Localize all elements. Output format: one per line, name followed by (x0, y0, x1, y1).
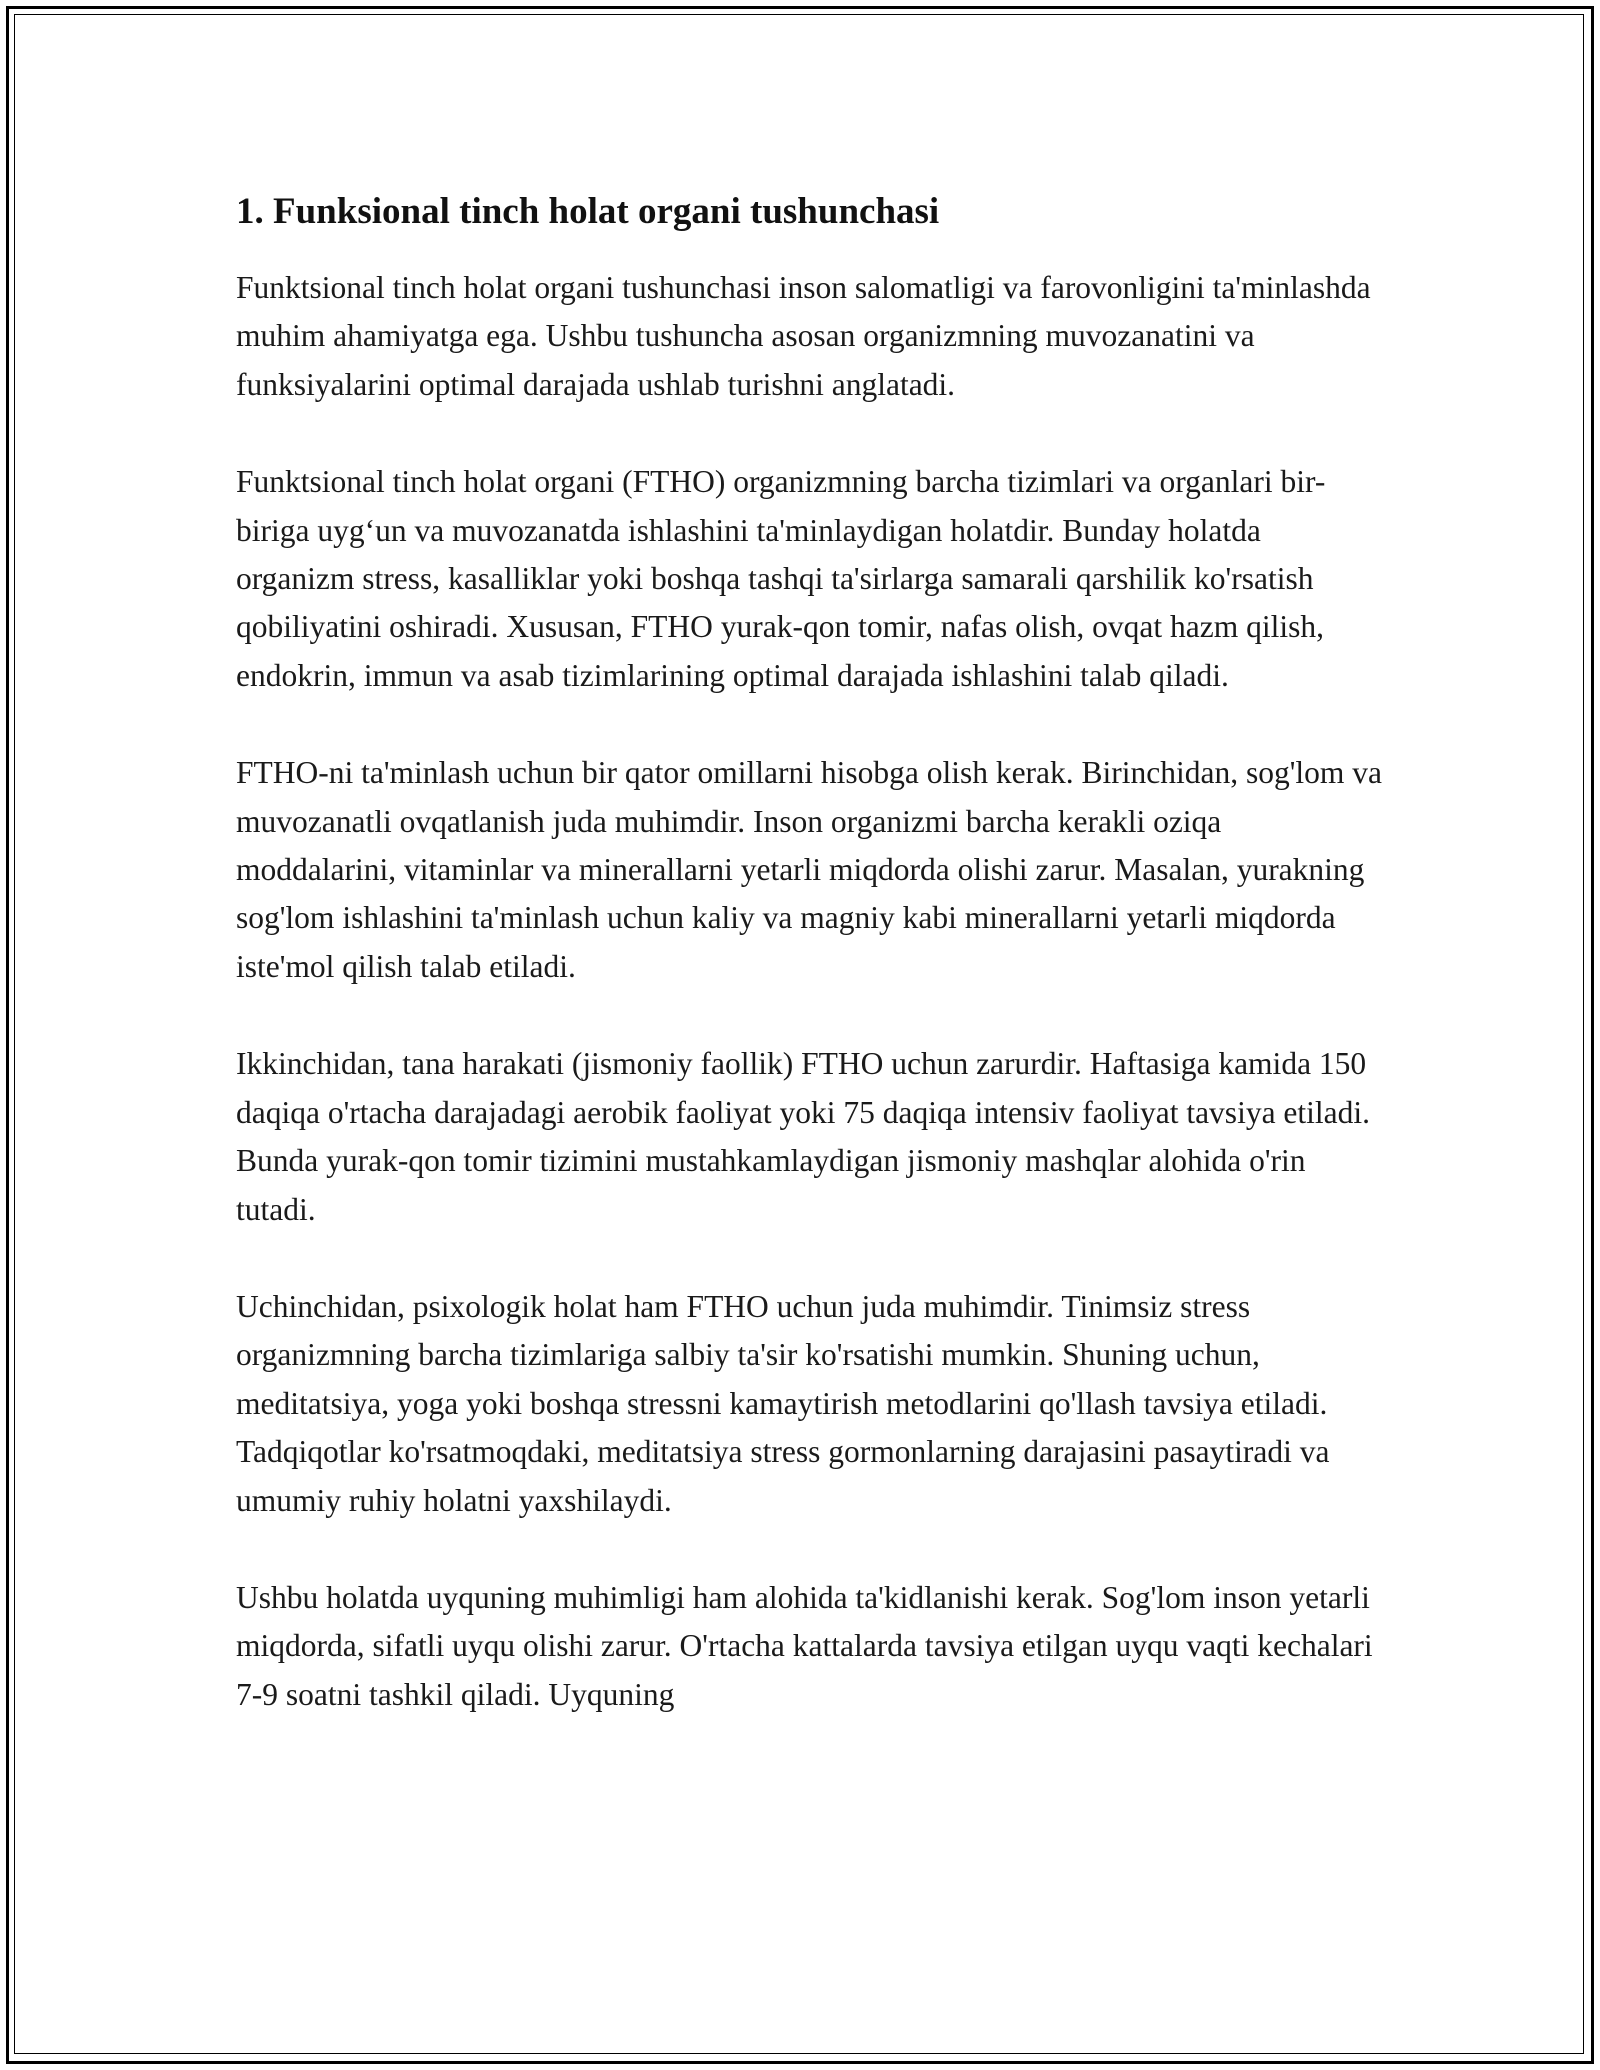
paragraph-psychological-state: Uchinchidan, psixologik holat ham FTHO uchun juda muhimdir. Tinimsiz stress organizmning barcha tizimlariga salbiy ta'sir ko'rsatishi mumkin. Shuning uchun, meditatsiya, yoga yoki boshqa stressni kamaytirish metodlarini qo'llash tavsiya etiladi. Tadqiqotlar ko'rsatmoqdaki, meditatsiya stress gormonlarning darajasini pasaytiradi va umumiy ruhiy holatni yaxshilaydi. (236, 1288, 1330, 1518)
paragraph-nutrition: FTHO-ni ta'minlash uchun bir qator omillarni hisobga olish kerak. Birinchidan, sog'lom va muvozanatli ovqatlanish juda muhimdir. Inson organizmi barcha kerakli oziqa moddalarini, vitaminlar va minerallarni yetarli miqdorda olishi zarur. Masalan, yurakning sog'lom ishlashini ta'minlash uchun kaliy va magniy kabi minerallarni yetarli miqdorda iste'mol qilish talab etiladi. (236, 755, 1383, 984)
document-title: 1. Funksional tinch holat organi tushunchasi (236, 191, 940, 232)
paragraph-intro: Funktsional tinch holat organi tushunchasi inson salomatligi va farovonligini ta'minlashda muhim ahamiyatga ega. Ushbu tushuncha asosan organizmning muvozanatini va funksiyalarini optimal darajada ushlab turishni anglatadi. (236, 270, 1371, 402)
paragraph-physical-activity: Ikkinchidan, tana harakati (jismoniy faollik) FTHO uchun zarurdir. Haftasiga kamida 150 daqiqa o'rtacha darajadagi aerobik faoliyat yoki 75 daqiqa intensiv faoliyat tavsiya etiladi. Bunda yurak-qon tomir tizimini mustahkamlaydigan jismoniy mashqlar alohida o'rin tutadi. (236, 1046, 1371, 1227)
document-body (236, 186, 1386, 1719)
paragraph-ftho-definition: Funktsional tinch holat organi (FTHO) organizmning barcha tizimlari va organlari bir-biriga uyg‘un va muvozanatda ishlashini ta'minlaydigan holatdir. Bunday holatda organizm stress, kasalliklar yoki boshqa tashqi ta'sirlarga samarali qarshilik ko'rsatish qobiliyatini oshiradi. Xususan, FTHO yurak-qon tomir, nafas olish, ovqat hazm qilish, endokrin, immun va asab tizimlarining optimal darajada ishlashini talab qiladi. (236, 464, 1326, 693)
paragraph-sleep: Ushbu holatda uyquning muhimligi ham alohida ta'kidlanishi kerak. Sog'lom inson yetarli miqdorda, sifatli uyqu olishi zarur. O'rtacha kattalarda tavsiya etilgan uyqu vaqti kechalari 7-9 soatni tashkil qiladi. Uyquning (236, 1579, 1373, 1712)
